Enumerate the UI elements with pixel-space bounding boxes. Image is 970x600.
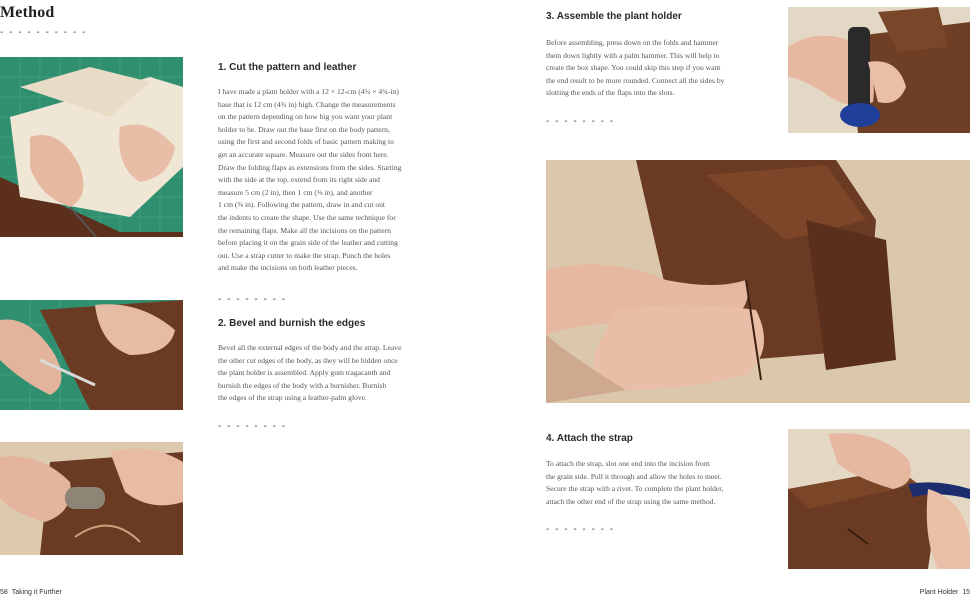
step-4-line: attach the other end of the strap using the same method. [546, 496, 716, 506]
step-3-body [546, 37, 771, 100]
step-1-line: holder to be. Draw out the base first on the body pattern, [218, 124, 390, 134]
step-1-title: 1. Cut the pattern and leather [218, 62, 357, 73]
step-1-line: 1 cm (⅜ in). Following the pattern, draw in and cut out [218, 200, 386, 210]
right-running-head: Plant Holder [919, 589, 959, 596]
step-2-title: 2. Bevel and burnish the edges [218, 318, 366, 329]
left-folio [0, 589, 62, 596]
step-1-line: out. Use a strap cutter to make the strap. Punch the holes [218, 250, 391, 260]
step-1-line: the indents to create the shape. Use the same technique for [218, 212, 396, 222]
step-3-line: slotting the ends of the flaps into the slots. [546, 88, 675, 98]
right-page-number: 15 [962, 589, 970, 596]
step-4-line: To attach the strap, slot one end into the incision from [546, 459, 710, 468]
step-2-line: the edges of the strap using a leather-palm glove. [218, 393, 367, 403]
step-4-body [546, 458, 771, 508]
photo-attaching-strap [788, 429, 970, 569]
step-1-line: and make the incisions on both leather pieces. [218, 263, 358, 273]
step-3-line: them down lightly with a palm hammer. This will help to [546, 50, 720, 60]
step-3-divider: - - - - - - - - [546, 116, 615, 127]
step-1-line: using the first and second folds of basic pattern making to [218, 137, 394, 147]
step-4-title: 4. Attach the strap [546, 433, 633, 444]
step-1-line: I have made a plant holder with a 12 × 12-cm (4¾ × 4¾-in) [218, 87, 399, 96]
method-heading: Method [0, 4, 55, 21]
step-3-line: the end result to be more rounded. Connect all the sides by [546, 75, 725, 85]
step-4-line: Secure the strap with a rivet. To complete the plant holder, [546, 484, 724, 494]
step-1-line: on the pattern depending on how big you want your plant [218, 112, 393, 122]
step-2-divider: - - - - - - - - [218, 421, 287, 432]
step-2-line: the plant holder is assembled. Apply gum tragacanth and [218, 368, 391, 378]
step-2-line: burnish the edges of the body with a burnisher. Burnish [218, 380, 387, 390]
left-page-number: 58 [0, 589, 8, 596]
step-1-line: get an accurate square. Measure out the sides from here. [218, 149, 389, 159]
step-1-line: before placing it on the grain side of the leather and cutting [218, 238, 398, 248]
photo-cutting-pattern [0, 57, 183, 237]
step-2-line: the other cut edges of the body, as they will be hidden once [218, 355, 398, 365]
photo-burnishing [0, 442, 183, 555]
photo-hammering [788, 7, 970, 133]
step-1-line: Draw the folding flaps as extensions from the sides. Starting [218, 162, 402, 172]
step-4-divider: - - - - - - - - [546, 524, 615, 535]
step-3-title: 3. Assemble the plant holder [546, 11, 682, 22]
step-1-line: base that is 12 cm (4¾ in) high. Change the measurements [218, 99, 396, 109]
step-1-line: with the side at the top, extend from its right side and [218, 175, 380, 185]
step-1-line: measure 5 cm (2 in), then 1 cm (⅜ in), and another [218, 187, 373, 197]
step-1-line: the remaining flaps. Make all the incisions on the pattern [218, 225, 391, 235]
photo-bevelling [0, 300, 183, 410]
step-3-line: Before assembling, press down on the folds and hammer [546, 38, 719, 47]
right-folio [920, 589, 970, 596]
step-1-divider: - - - - - - - - [218, 294, 287, 305]
step-3-line: create the box shape. You could skip this step if you want [546, 63, 721, 73]
step-4-line: the grain side. Pull it through and allow the holes to meet. [546, 471, 722, 481]
photo-assembling [546, 160, 970, 403]
method-divider: - - - - - - - - - - [0, 27, 87, 38]
step-1-body [218, 86, 448, 275]
left-running-head: Taking it Further [11, 589, 62, 596]
step-2-body [218, 342, 448, 405]
step-2-line: Bevel all the external edges of the body and the strap. Leave [218, 343, 402, 352]
